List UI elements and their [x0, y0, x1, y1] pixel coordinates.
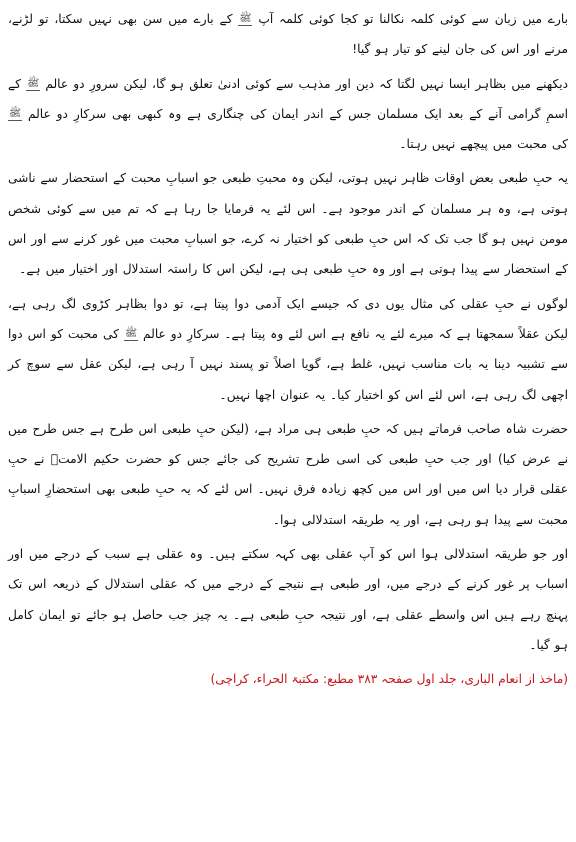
paragraph-4-text-a: لوگوں نے حبِ عقلی کی مثال یوں دی کہ جیسے ایک آدمی دوا پیتا ہے، تو دوا بظاہر کڑوی لگ رہی ہے، لیکن عقلاً سمجھتا ہے کہ میرے لئے یہ نافع ہے اس لئے وہ پیتا ہے۔ سرکارِ دو عالم [8, 296, 569, 341]
paragraph-3-text: یہ حبِ طبعی بعض اوقات ظاہر نہیں ہوتی، لیکن وہ محبتِ طبعی جو اسبابِ محبت کے استحضار سے ناشی ہوتی ہے، وہ ہر مسلمان کے اندر موجود ہے۔ اس لئے یہ فرمایا جا رہا ہے کہ تم میں سے کوئی شخص مومن نہیں ہو گا جب تک کہ اس حبِ طبعی کو اختیار نہ کرے، جو اسبابِ محبت میں غور کرنے سے اور اس کے استحضار سے پیدا ہوتی ہے اور وہ حبِ طبعی ہی ہے، لیکن اس کا راستہ استدلال اور اختیار میں ہے۔ [8, 171, 568, 277]
honorific-glyph: ﷺ [239, 13, 252, 24]
paragraph-5 [8, 414, 568, 535]
paragraph-4 [8, 289, 568, 410]
paragraph-1-text-a: بارے میں زبان سے کوئی کلمہ نکالنا تو کجا کوئی کلمہ آپ [258, 12, 569, 26]
paragraph-2-text-a: دیکھنے میں بظاہر ایسا نہیں لگتا کہ دین اور مذہب سے کوئی ادنیٰ تعلق ہو گا، لیکن سرورِ دو عالم [45, 76, 569, 91]
paragraph-4-text-b: کی محبت کو اس دوا سے تشبیہ دینا یہ بات مناسب نہیں، غلط ہے، گویا اصلاً تو پسند نہیں آ رہی ہے، لیکن عقل سے سوچ کر اچھی لگ رہی ہے، اس لئے اس کو اختیار کیا۔ یہ عنوان اچھا نہیں۔ [8, 326, 568, 402]
source-note: (ماخذ از انعام الباری، جلد اول صفحہ ۳۸۳ مطبع: مکتبۃ الحراء، کراچی) [210, 672, 568, 687]
paragraph-3 [8, 163, 568, 284]
paragraph-2 [8, 69, 568, 160]
paragraph-5-text: حضرت شاہ صاحب فرماتے ہیں کہ حبِ طبعی ہی مراد ہے، (لیکن حبِ طبعی اس طرح ہے جس طرح میں نے عرض کیا) اور جب حبِ طبعی کی اسی طرح تشریح کی جائے جس کو حضرت حکیم الامتؒ نے حبِ عقلی قرار دیا اس میں اور اس میں کچھ زیادہ فرق نہیں۔ اس لئے کہ یہ حبِ طبعی بھی استحضارِ اسبابِ محبت سے پیدا ہو رہی ہے، اور یہ طریقہ استدلالی ہوا۔ [8, 421, 568, 527]
paragraph-6-text: اور جو طریقہ استدلالی ہوا اس کو آپ عقلی بھی کہہ سکتے ہیں۔ وہ عقلی ہے سبب کے درجے میں اور اسباب پر غور کرنے کے درجے میں، اور طبعی ہے نتیجے کے درجے میں کہ عقلی استدلال کے ذریعہ اس تک پہنچ رہے ہیں اس واسطے عقلی ہے، اور نتیجہ حبِ طبعی ہے۔ یہ چیز جب حاصل ہو جائے تو ایمان کامل ہو گیا۔ [8, 547, 568, 652]
paragraph-6 [8, 539, 568, 660]
paragraph-1-text-b: کے بارے میں سن بھی نہیں سکتا، تو لڑنے، مرنے اور اس کی جان لینے کو تیار ہو گیا! [8, 12, 568, 57]
honorific-glyph: ﷺ [27, 77, 40, 89]
paragraph-1 [8, 4, 568, 65]
paragraph-2-text-b: کے اسمِ گرامی آنے کے بعد ایک مسلمان جس کے اندر ایمان کی چنگاری ہے وہ کبھی بھی سرکارِ دو عالم [8, 76, 568, 121]
honorific-glyph: ﷺ [124, 327, 138, 339]
honorific-glyph: ﷺ [9, 107, 22, 119]
paragraph-2-text-c: کی محبت میں پیچھے نہیں رہتا۔ [399, 137, 568, 152]
